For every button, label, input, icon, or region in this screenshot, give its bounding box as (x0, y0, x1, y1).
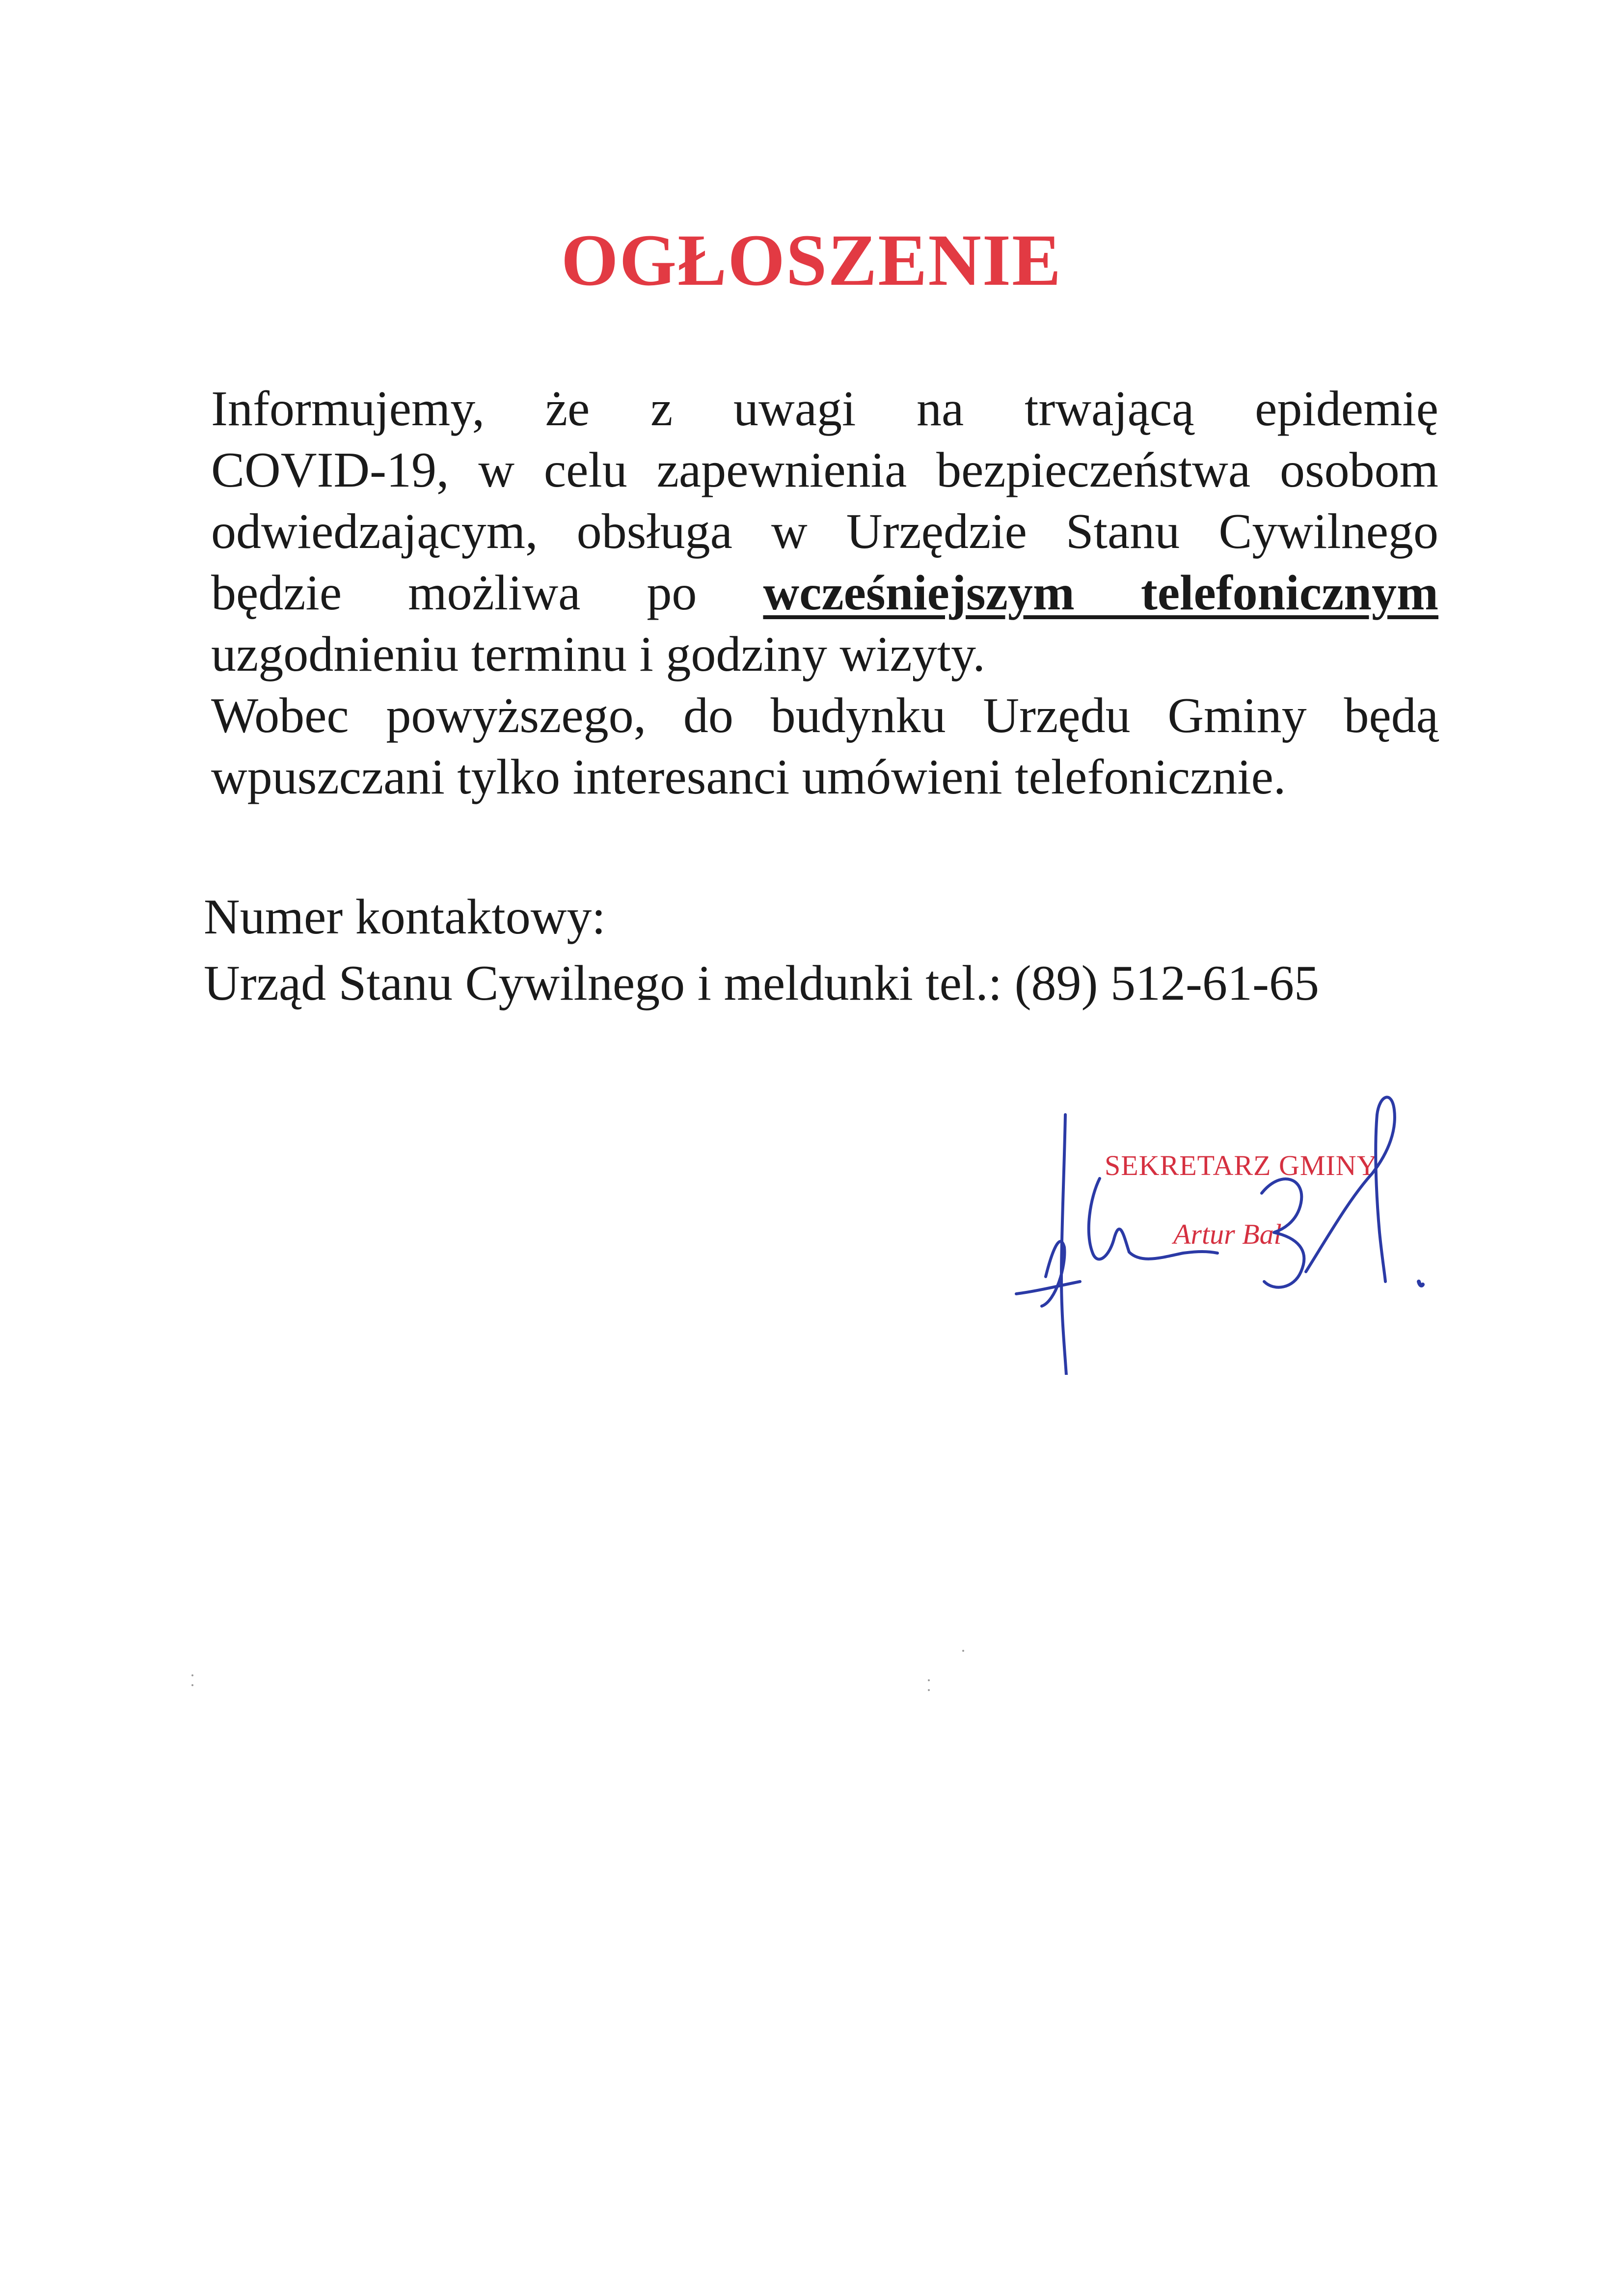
emphasized-phrase: wcześniejszym telefonicznym (763, 565, 1438, 621)
body-line-4-prefix: będzie możliwa po (211, 565, 697, 621)
announcement-body (211, 378, 1438, 808)
contact-phone-line: Urząd Stanu Cywilnego i meldunki tel.: (89) 512-61-65 (204, 956, 1319, 1011)
handwritten-signature (1006, 1070, 1448, 1375)
scan-speck (962, 1650, 964, 1652)
body-line-3: odwiedzającym, obsługa w Urzędzie Stanu Cywilnego (211, 504, 1438, 559)
body-line-5: uzgodnieniu terminu i godziny wizyty. (211, 627, 985, 682)
scan-speck (928, 1689, 930, 1691)
scan-speck (928, 1679, 930, 1681)
body-line-1: Informujemy, że z uwagi na trwającą epidemię (211, 381, 1438, 437)
signature-block (1006, 1070, 1448, 1375)
body-line-6: Wobec powyższego, do budynku Urzędu Gminy będą (211, 688, 1438, 743)
stamp-name: Artur Bal (1173, 1218, 1282, 1250)
document-title: OGŁOSZENIE (561, 219, 1062, 301)
body-line-2: COVID-19, w celu zapewnienia bezpieczeństwa osobom (211, 442, 1438, 498)
body-line-7: wpuszczani tylko interesanci umówieni telefonicznie. (211, 749, 1286, 805)
stamp-title: SEKRETARZ GMINY (1105, 1149, 1378, 1181)
contact-heading: Numer kontaktowy: (204, 889, 606, 945)
contact-section (204, 884, 1319, 1016)
scan-speck (191, 1674, 193, 1676)
scan-speck (191, 1684, 193, 1686)
body-line-4 (211, 562, 1438, 624)
